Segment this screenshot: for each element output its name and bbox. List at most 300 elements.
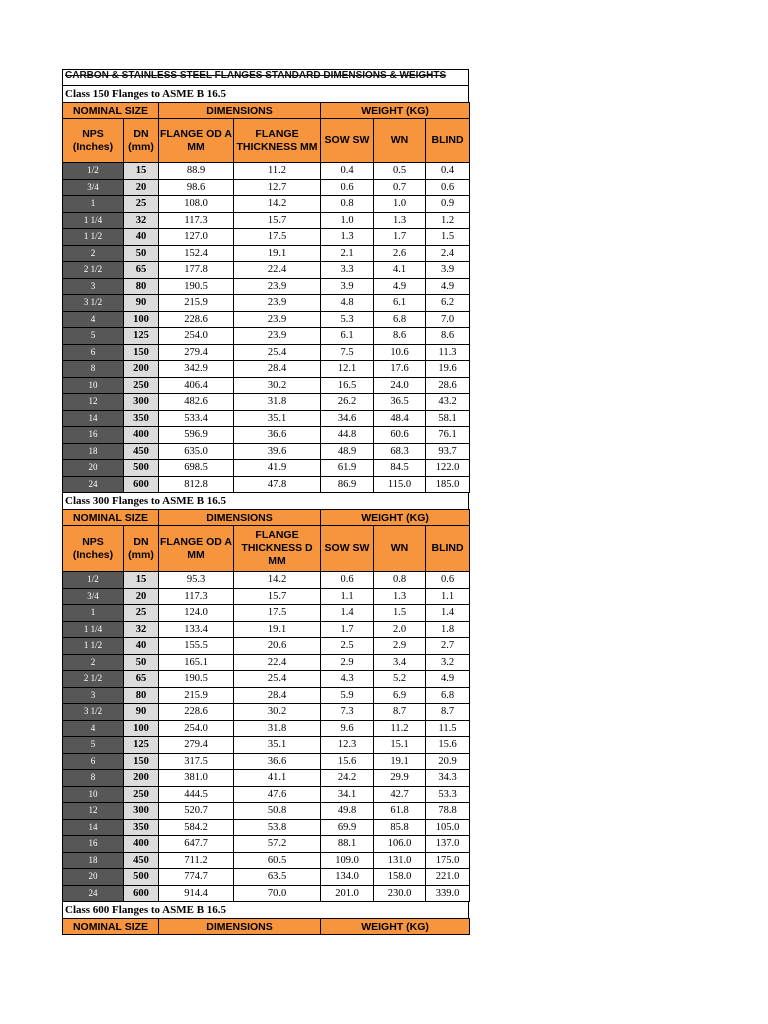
thickness-cell: 36.6 (234, 427, 321, 444)
nps-cell: 6 (63, 344, 124, 361)
table-row (63, 196, 470, 213)
sow-sw-cell: 2.9 (321, 654, 374, 671)
sow-sw-cell: 86.9 (321, 476, 374, 493)
nps-cell: 12 (63, 803, 124, 820)
dn-cell: 600 (124, 885, 159, 902)
flange-od-cell: 444.5 (159, 786, 234, 803)
group-header-row (63, 103, 470, 119)
wn-cell: 8.7 (374, 704, 426, 721)
flange-od-cell: 133.4 (159, 621, 234, 638)
flange-od-cell: 596.9 (159, 427, 234, 444)
table-row (63, 852, 470, 869)
flange-od-cell: 914.4 (159, 885, 234, 902)
nps-cell: 8 (63, 361, 124, 378)
sow-sw-cell: 34.1 (321, 786, 374, 803)
table-row (63, 179, 470, 196)
nps-cell: 14 (63, 410, 124, 427)
wn-cell: 0.7 (374, 179, 426, 196)
blind-cell: 34.3 (426, 770, 470, 787)
table-row (63, 212, 470, 229)
sow-sw-cell: 0.6 (321, 572, 374, 589)
sow-sw-cell: 2.1 (321, 245, 374, 262)
document-title: CARBON & STAINLESS STEEL FLANGES STANDARD DIMENSIONS & WEIGHTS (62, 69, 469, 86)
dn-cell: 125 (124, 328, 159, 345)
flange-od-cell: 228.6 (159, 704, 234, 721)
table-row (63, 328, 470, 345)
flange-od-cell: 812.8 (159, 476, 234, 493)
wn-cell: 1.3 (374, 212, 426, 229)
header-wn: WN (374, 526, 426, 572)
thickness-cell: 15.7 (234, 212, 321, 229)
table-row (63, 278, 470, 295)
flange-od-cell: 124.0 (159, 605, 234, 622)
sow-sw-cell: 16.5 (321, 377, 374, 394)
table-row (63, 427, 470, 444)
dn-cell: 350 (124, 819, 159, 836)
blind-cell: 1.8 (426, 621, 470, 638)
wn-cell: 15.1 (374, 737, 426, 754)
header-blind: BLIND (426, 119, 470, 163)
blind-cell: 19.6 (426, 361, 470, 378)
thickness-cell: 41.1 (234, 770, 321, 787)
dn-cell: 80 (124, 278, 159, 295)
flange-od-cell: 98.6 (159, 179, 234, 196)
flange-od-cell: 117.3 (159, 212, 234, 229)
table-row (63, 295, 470, 312)
blind-cell: 20.9 (426, 753, 470, 770)
wn-cell: 1.3 (374, 588, 426, 605)
sow-sw-cell: 69.9 (321, 819, 374, 836)
dn-cell: 90 (124, 704, 159, 721)
flange-od-cell: 698.5 (159, 460, 234, 477)
flange-od-cell: 88.9 (159, 163, 234, 180)
dn-cell: 65 (124, 671, 159, 688)
dn-cell: 250 (124, 377, 159, 394)
thickness-cell: 50.8 (234, 803, 321, 820)
group-header-row (63, 510, 470, 526)
nps-cell: 16 (63, 836, 124, 853)
wn-cell: 230.0 (374, 885, 426, 902)
wn-cell: 8.6 (374, 328, 426, 345)
sow-sw-cell: 49.8 (321, 803, 374, 820)
thickness-cell: 36.6 (234, 753, 321, 770)
header-dimensions: DIMENSIONS (159, 510, 321, 526)
blind-cell: 1.2 (426, 212, 470, 229)
table-row (63, 687, 470, 704)
thickness-cell: 28.4 (234, 361, 321, 378)
header-weight: WEIGHT (KG) (321, 919, 470, 935)
flange-od-cell: 406.4 (159, 377, 234, 394)
wn-cell: 2.9 (374, 638, 426, 655)
dn-cell: 25 (124, 605, 159, 622)
wn-cell: 10.6 (374, 344, 426, 361)
thickness-cell: 23.9 (234, 311, 321, 328)
sow-sw-cell: 34.6 (321, 410, 374, 427)
wn-cell: 48.4 (374, 410, 426, 427)
dn-cell: 80 (124, 687, 159, 704)
flange-od-cell: 520.7 (159, 803, 234, 820)
blind-cell: 43.2 (426, 394, 470, 411)
nps-cell: 10 (63, 786, 124, 803)
blind-cell: 6.8 (426, 687, 470, 704)
dn-cell: 300 (124, 803, 159, 820)
table-row (63, 311, 470, 328)
sow-sw-cell: 12.3 (321, 737, 374, 754)
table-row (63, 410, 470, 427)
wn-cell: 68.3 (374, 443, 426, 460)
wn-cell: 29.9 (374, 770, 426, 787)
header-flange-thickness: FLANGE THICKNESS MM (234, 119, 321, 163)
blind-cell: 28.6 (426, 377, 470, 394)
wn-cell: 0.8 (374, 572, 426, 589)
wn-cell: 2.0 (374, 621, 426, 638)
blind-cell: 137.0 (426, 836, 470, 853)
table-row (63, 394, 470, 411)
header-weight: WEIGHT (KG) (321, 510, 470, 526)
table-row (63, 704, 470, 721)
nps-cell: 20 (63, 869, 124, 886)
wn-cell: 42.7 (374, 786, 426, 803)
table-row (63, 885, 470, 902)
sow-sw-cell: 201.0 (321, 885, 374, 902)
thickness-cell: 11.2 (234, 163, 321, 180)
nps-cell: 18 (63, 443, 124, 460)
blind-cell: 2.7 (426, 638, 470, 655)
thickness-cell: 30.2 (234, 377, 321, 394)
blind-cell: 105.0 (426, 819, 470, 836)
dn-cell: 20 (124, 588, 159, 605)
dn-cell: 100 (124, 311, 159, 328)
nps-cell: 6 (63, 753, 124, 770)
nps-cell: 10 (63, 377, 124, 394)
flange-od-cell: 342.9 (159, 361, 234, 378)
sow-sw-cell: 1.0 (321, 212, 374, 229)
sow-sw-cell: 5.9 (321, 687, 374, 704)
nps-cell: 1 1/4 (63, 621, 124, 638)
nps-cell: 1 (63, 605, 124, 622)
blind-cell: 339.0 (426, 885, 470, 902)
wn-cell: 85.8 (374, 819, 426, 836)
nps-cell: 3/4 (63, 179, 124, 196)
wn-cell: 0.5 (374, 163, 426, 180)
nps-cell: 1/2 (63, 572, 124, 589)
thickness-cell: 23.9 (234, 295, 321, 312)
flange-od-cell: 165.1 (159, 654, 234, 671)
dn-cell: 450 (124, 443, 159, 460)
thickness-cell: 19.1 (234, 621, 321, 638)
dn-cell: 100 (124, 720, 159, 737)
table-row (63, 476, 470, 493)
flange-od-cell: 635.0 (159, 443, 234, 460)
nps-cell: 1 1/4 (63, 212, 124, 229)
nps-cell: 2 1/2 (63, 671, 124, 688)
sow-sw-cell: 0.8 (321, 196, 374, 213)
blind-cell: 93.7 (426, 443, 470, 460)
blind-cell: 53.3 (426, 786, 470, 803)
header-wn: WN (374, 119, 426, 163)
thickness-cell: 12.7 (234, 179, 321, 196)
wn-cell: 115.0 (374, 476, 426, 493)
table-row (63, 262, 470, 279)
table-row (63, 229, 470, 246)
thickness-cell: 15.7 (234, 588, 321, 605)
blind-cell: 3.2 (426, 654, 470, 671)
thickness-cell: 31.8 (234, 394, 321, 411)
table-row (63, 671, 470, 688)
table-row (63, 869, 470, 886)
blind-cell: 1.5 (426, 229, 470, 246)
header-nps: NPS (Inches) (63, 526, 124, 572)
section-title: Class 300 Flanges to ASME B 16.5 (62, 493, 469, 509)
blind-cell: 8.6 (426, 328, 470, 345)
wn-cell: 5.2 (374, 671, 426, 688)
header-nps: NPS (Inches) (63, 119, 124, 163)
wn-cell: 3.4 (374, 654, 426, 671)
wn-cell: 6.8 (374, 311, 426, 328)
nps-cell: 5 (63, 737, 124, 754)
thickness-cell: 35.1 (234, 737, 321, 754)
dn-cell: 350 (124, 410, 159, 427)
wn-cell: 4.9 (374, 278, 426, 295)
blind-cell: 2.4 (426, 245, 470, 262)
blind-cell: 76.1 (426, 427, 470, 444)
table-row (63, 770, 470, 787)
flange-od-cell: 155.5 (159, 638, 234, 655)
thickness-cell: 28.4 (234, 687, 321, 704)
thickness-cell: 19.1 (234, 245, 321, 262)
sow-sw-cell: 1.1 (321, 588, 374, 605)
nps-cell: 2 1/2 (63, 262, 124, 279)
dn-cell: 40 (124, 229, 159, 246)
thickness-cell: 25.4 (234, 671, 321, 688)
nps-cell: 16 (63, 427, 124, 444)
table-row (63, 786, 470, 803)
blind-cell: 78.8 (426, 803, 470, 820)
header-nominal-size: NOMINAL SIZE (63, 510, 159, 526)
table-row (63, 621, 470, 638)
dn-cell: 25 (124, 196, 159, 213)
thickness-cell: 14.2 (234, 196, 321, 213)
header-dn: DN (mm) (124, 526, 159, 572)
wn-cell: 24.0 (374, 377, 426, 394)
dn-cell: 150 (124, 344, 159, 361)
nps-cell: 2 (63, 245, 124, 262)
sow-sw-cell: 109.0 (321, 852, 374, 869)
flange-od-cell: 127.0 (159, 229, 234, 246)
wn-cell: 106.0 (374, 836, 426, 853)
sow-sw-cell: 6.1 (321, 328, 374, 345)
blind-cell: 15.6 (426, 737, 470, 754)
flange-table (62, 102, 470, 493)
header-dimensions: DIMENSIONS (159, 919, 321, 935)
thickness-cell: 14.2 (234, 572, 321, 589)
dn-cell: 15 (124, 163, 159, 180)
wn-cell: 61.8 (374, 803, 426, 820)
nps-cell: 12 (63, 394, 124, 411)
sow-sw-cell: 44.8 (321, 427, 374, 444)
blind-cell: 122.0 (426, 460, 470, 477)
flange-od-cell: 152.4 (159, 245, 234, 262)
dn-cell: 50 (124, 654, 159, 671)
flange-od-cell: 190.5 (159, 278, 234, 295)
dn-cell: 500 (124, 869, 159, 886)
sow-sw-cell: 4.3 (321, 671, 374, 688)
nps-cell: 3 1/2 (63, 704, 124, 721)
dn-cell: 250 (124, 786, 159, 803)
wn-cell: 17.6 (374, 361, 426, 378)
nps-cell: 1 (63, 196, 124, 213)
dn-cell: 65 (124, 262, 159, 279)
thickness-cell: 70.0 (234, 885, 321, 902)
flange-od-cell: 647.7 (159, 836, 234, 853)
flange-od-cell: 228.6 (159, 311, 234, 328)
blind-cell: 185.0 (426, 476, 470, 493)
nps-cell: 1 1/2 (63, 229, 124, 246)
wn-cell: 1.7 (374, 229, 426, 246)
wn-cell: 60.6 (374, 427, 426, 444)
blind-cell: 1.4 (426, 605, 470, 622)
flange-od-cell: 482.6 (159, 394, 234, 411)
wn-cell: 2.6 (374, 245, 426, 262)
dn-cell: 90 (124, 295, 159, 312)
blind-cell: 11.5 (426, 720, 470, 737)
thickness-cell: 35.1 (234, 410, 321, 427)
nps-cell: 4 (63, 720, 124, 737)
nps-cell: 5 (63, 328, 124, 345)
wn-cell: 4.1 (374, 262, 426, 279)
flange-od-cell: 117.3 (159, 588, 234, 605)
dn-cell: 200 (124, 770, 159, 787)
blind-cell: 4.9 (426, 278, 470, 295)
blind-cell: 4.9 (426, 671, 470, 688)
dn-cell: 200 (124, 361, 159, 378)
thickness-cell: 22.4 (234, 262, 321, 279)
blind-cell: 11.3 (426, 344, 470, 361)
flange-table (62, 509, 470, 902)
blind-cell: 58.1 (426, 410, 470, 427)
nps-cell: 3 1/2 (63, 295, 124, 312)
nps-cell: 8 (63, 770, 124, 787)
table-row (63, 344, 470, 361)
thickness-cell: 23.9 (234, 328, 321, 345)
dn-cell: 150 (124, 753, 159, 770)
sow-sw-cell: 7.3 (321, 704, 374, 721)
dn-cell: 600 (124, 476, 159, 493)
thickness-cell: 60.5 (234, 852, 321, 869)
sow-sw-cell: 1.3 (321, 229, 374, 246)
thickness-cell: 17.5 (234, 605, 321, 622)
flange-od-cell: 533.4 (159, 410, 234, 427)
blind-cell: 1.1 (426, 588, 470, 605)
thickness-cell: 20.6 (234, 638, 321, 655)
blind-cell: 3.9 (426, 262, 470, 279)
table-row (63, 361, 470, 378)
blind-cell: 221.0 (426, 869, 470, 886)
sow-sw-cell: 0.4 (321, 163, 374, 180)
sow-sw-cell: 61.9 (321, 460, 374, 477)
nps-cell: 3 (63, 687, 124, 704)
sow-sw-cell: 0.6 (321, 179, 374, 196)
table-row (63, 245, 470, 262)
sections-container (62, 86, 469, 935)
header-blind: BLIND (426, 526, 470, 572)
table-row (63, 572, 470, 589)
sow-sw-cell: 24.2 (321, 770, 374, 787)
wn-cell: 84.5 (374, 460, 426, 477)
dn-cell: 300 (124, 394, 159, 411)
thickness-cell: 47.8 (234, 476, 321, 493)
nps-cell: 24 (63, 476, 124, 493)
sow-sw-cell: 15.6 (321, 753, 374, 770)
dn-cell: 500 (124, 460, 159, 477)
header-dn: DN (mm) (124, 119, 159, 163)
table-row (63, 836, 470, 853)
dn-cell: 400 (124, 836, 159, 853)
wn-cell: 1.0 (374, 196, 426, 213)
header-flange-thickness: FLANGE THICKNESS D MM (234, 526, 321, 572)
flange-document (62, 69, 469, 935)
sow-sw-cell: 1.4 (321, 605, 374, 622)
table-row (63, 443, 470, 460)
blind-cell: 0.4 (426, 163, 470, 180)
nps-cell: 14 (63, 819, 124, 836)
dn-cell: 40 (124, 638, 159, 655)
column-header-row (63, 526, 470, 572)
nps-cell: 18 (63, 852, 124, 869)
header-weight: WEIGHT (KG) (321, 103, 470, 119)
blind-cell: 0.6 (426, 179, 470, 196)
flange-od-cell: 279.4 (159, 344, 234, 361)
header-nominal-size: NOMINAL SIZE (63, 919, 159, 935)
group-header-row (63, 919, 470, 935)
dn-cell: 20 (124, 179, 159, 196)
dn-cell: 50 (124, 245, 159, 262)
header-sow-sw: SOW SW (321, 526, 374, 572)
flange-od-cell: 774.7 (159, 869, 234, 886)
wn-cell: 19.1 (374, 753, 426, 770)
thickness-cell: 25.4 (234, 344, 321, 361)
thickness-cell: 23.9 (234, 278, 321, 295)
nps-cell: 3/4 (63, 588, 124, 605)
header-sow-sw: SOW SW (321, 119, 374, 163)
header-flange-od: FLANGE OD A MM (159, 119, 234, 163)
flange-od-cell: 95.3 (159, 572, 234, 589)
sow-sw-cell: 2.5 (321, 638, 374, 655)
flange-od-cell: 215.9 (159, 687, 234, 704)
thickness-cell: 41.9 (234, 460, 321, 477)
flange-od-cell: 711.2 (159, 852, 234, 869)
blind-cell: 8.7 (426, 704, 470, 721)
flange-od-cell: 317.5 (159, 753, 234, 770)
sow-sw-cell: 48.9 (321, 443, 374, 460)
thickness-cell: 22.4 (234, 654, 321, 671)
sow-sw-cell: 1.7 (321, 621, 374, 638)
flange-od-cell: 584.2 (159, 819, 234, 836)
column-header-row (63, 119, 470, 163)
table-row (63, 638, 470, 655)
sow-sw-cell: 4.8 (321, 295, 374, 312)
flange-od-cell: 381.0 (159, 770, 234, 787)
dn-cell: 32 (124, 621, 159, 638)
dn-cell: 400 (124, 427, 159, 444)
sow-sw-cell: 5.3 (321, 311, 374, 328)
wn-cell: 6.1 (374, 295, 426, 312)
nps-cell: 24 (63, 885, 124, 902)
header-nominal-size: NOMINAL SIZE (63, 103, 159, 119)
wn-cell: 6.9 (374, 687, 426, 704)
thickness-cell: 39.6 (234, 443, 321, 460)
flange-od-cell: 215.9 (159, 295, 234, 312)
